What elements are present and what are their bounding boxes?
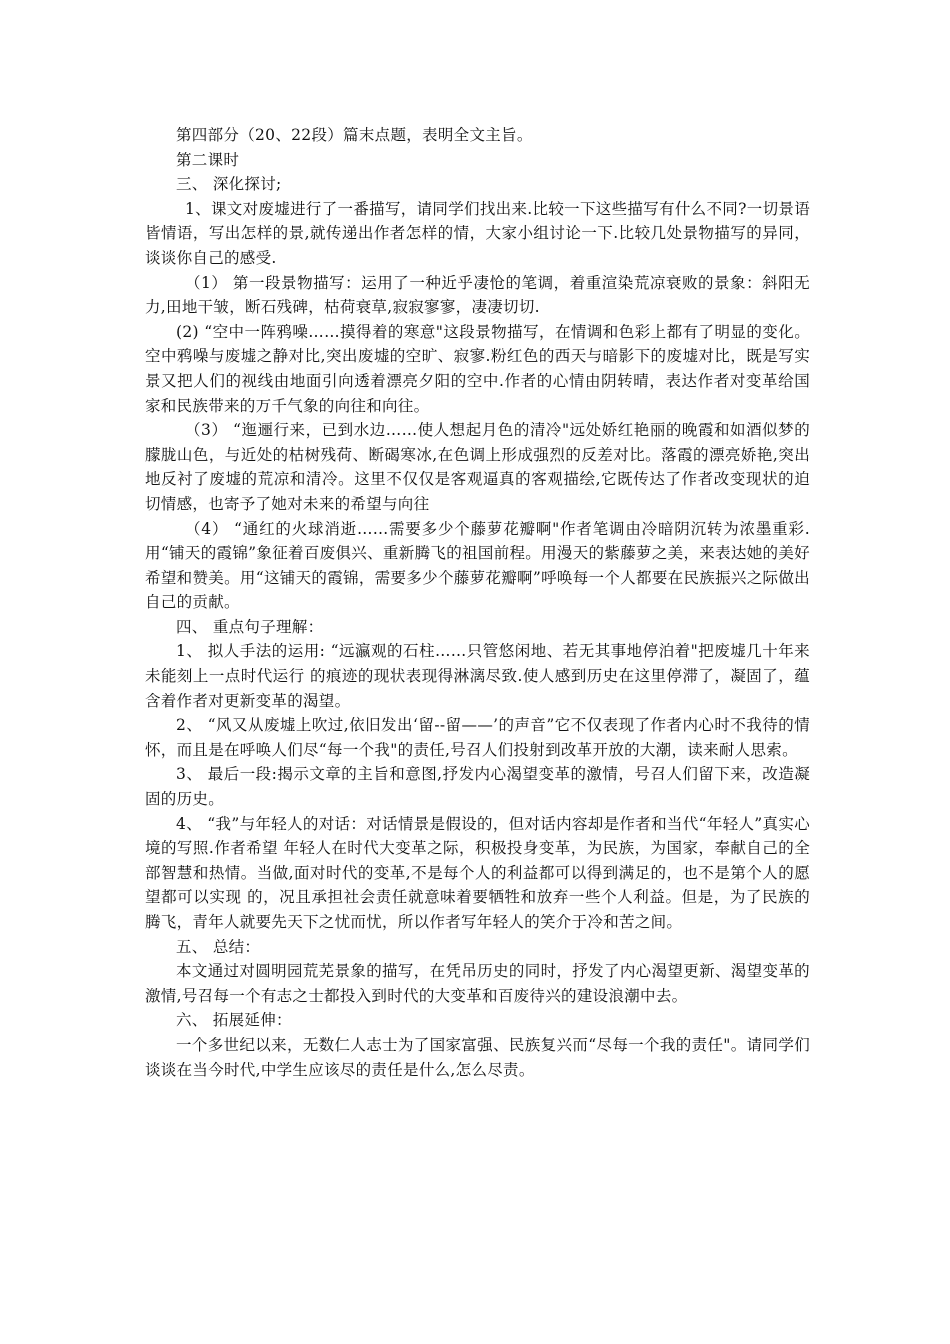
extension-paragraph: 一个多世纪以来，无数仁人志士为了国家富强、民族复兴而“尽每一个我的责任"。请同学们谈谈在当今时代,中学生应该尽的责任是什么,怎么尽责。 <box>145 1035 810 1079</box>
section-five-heading: 五、 总结： <box>176 937 261 956</box>
scene-three-paragraph: （3） “迤逦行来，已到水边……使人想起月色的清冷"远处娇红艳丽的晚霞和如酒似梦的朦胧山色，与近处的枯树残荷、断碣寒冰,在色调上形成强烈的反差对比。落霞的漂亮娇艳,突出地反衬了废墟的荒凉和清冷。这里不仅仅是客观逼真的客观描绘,它既传达了作者改变现状的迫切情感，也寄予了她对未来的希望与向往 <box>145 421 810 513</box>
section-six-heading: 六、 拓展延伸： <box>176 1011 292 1030</box>
summary-paragraph: 本文通过对圆明园荒芜景象的描写，在凭吊历史的同时，抒发了内心渴望更新、渴望变革的激情,号召每一个有志之士都投入到时代的大变革和百废待兴的建设浪潮中去。 <box>145 962 810 1005</box>
sentence-three-paragraph: 3、 最后一段:揭示文章的主旨和意图,抒发内心渴望变革的激情，号召人们留下来，改造凝固的历史。 <box>145 765 810 809</box>
sentence-four-paragraph: 4、 “我”与年轻人的对话：对话情景是假设的，但对话内容却是作者和当代“年轻人”真实心境的写照.作者希望 年轻人在时代大变革之际，积极投身变革，为民族，为国家，奉献自己的全部智慧和热情。当做,面对时代的变革,不是每个人的利益都可以得到满足的，也不是第个人的愿望都可以实现 的，况且承担社会责任就意味着要牺牲和放弃一些个人利益。但是，为了民族的腾飞，青年人就要先天下之忧而忧，所以作者写年轻人的笑介于冷和苦之间。 <box>145 814 810 931</box>
scene-two-paragraph: (2) “空中一阵鸦噪……摸得着的寒意"这段景物描写，在情调和色彩上都有了明显的变化。空中鸦噪与废墟之静对比,突出废墟的空旷、寂寥.粉红色的西天与暗影下的废墟对比，既是写实景又把人们的视线由地面引向透着漂亮夕阳的空中.作者的心情由阴转晴，表达作者对变革给国家和民族带来的万千气象的向往和向往。 <box>145 322 810 415</box>
scene-one-paragraph: （1） 第一段景物描写：运用了一种近乎凄怆的笔调，着重渲染荒凉衰败的景象：斜阳无力,田地干皱，断石残碑，枯荷衰草,寂寂寥寥，凄凄切切. <box>145 273 810 317</box>
section-three-heading: 三、 深化探讨; <box>176 175 282 194</box>
sentence-one-paragraph: 1、 拟人手法的运用: “远瀛观的石柱……只管悠闲地、若无其事地停泊着"把废墟几十年来未能刻上一点时代运行 的痕迹的现状表现得淋漓尽致.使人感到历史在这里停滞了，凝固了，蕴含着作者对更新变革的渴望。 <box>145 642 810 710</box>
scene-four-paragraph: （4） “通红的火球消逝……需要多少个藤萝花瓣啊"作者笔调由冷暗阴沉转为浓墨重彩.用“铺天的霞锦”象征着百废俱兴、重新腾飞的祖国前程。用漫天的紫藤萝之美，来表达她的美好希望和赞美。用“这铺天的霞锦，需要多少个藤萝花瓣啊”呼唤每一个人都要在民族振兴之际做出自己的贡献。 <box>145 519 810 612</box>
question-one-paragraph: 1、课文对废墟进行了一番描写，请同学们找出来.比较一下这些描写有什么不同?一切景语皆情语，写出怎样的景,就传递出作者怎样的情，大家小组讨论一下.比较几处景物描写的异同，谈谈你自己的感受. <box>145 199 810 267</box>
part-four-summary: 第四部分（20、22段）篇末点题，表明全文主旨。 <box>176 126 533 144</box>
document-body <box>145 123 810 1082</box>
sentence-two-paragraph: 2、 “风又从废墟上吹过,依旧发出‘留--留——’的声音”它不仅表现了作者内心时不我待的情怀，而且是在呼唤人们尽“每一个我"的责任,号召人们投射到改革开放的大潮，读来耐人思索。 <box>145 716 810 759</box>
lesson-two-heading: 第二课时 <box>176 150 240 169</box>
section-four-heading: 四、 重点句子理解： <box>176 617 324 636</box>
